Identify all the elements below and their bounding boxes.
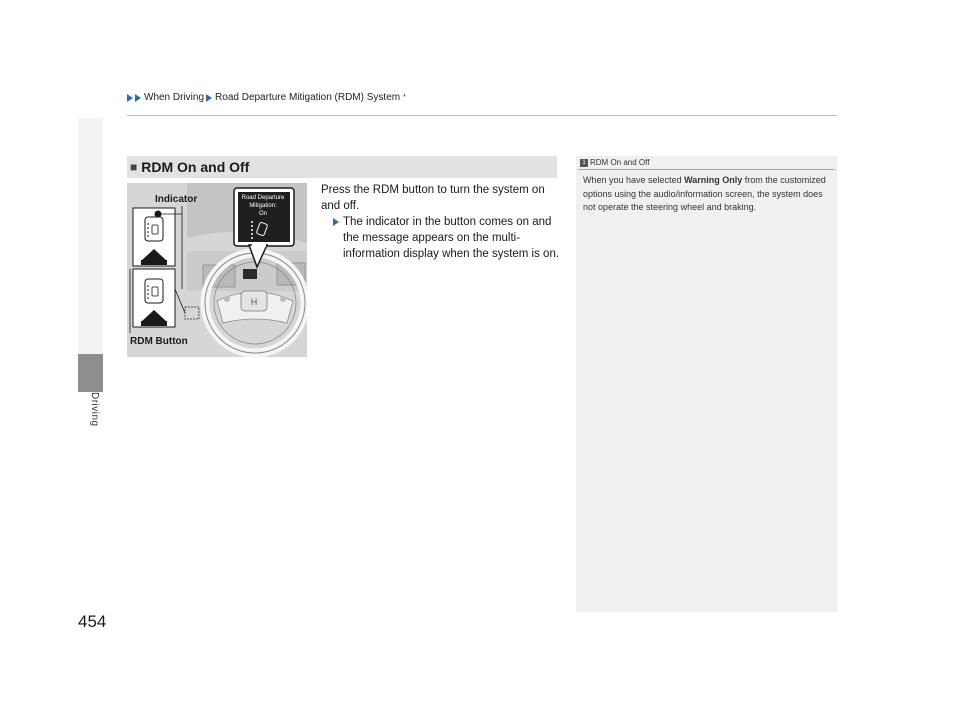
indicator-label: Indicator <box>155 194 198 205</box>
note-badge: 1 <box>580 159 588 167</box>
mid-display-message <box>237 194 289 218</box>
page-number: 454 <box>78 612 107 631</box>
mid-display-line3: On <box>258 211 267 217</box>
breadcrumb-arrow-icon <box>127 94 133 102</box>
header-rule <box>127 115 837 116</box>
side-strip <box>78 118 103 354</box>
breadcrumb-arrow-icon <box>135 94 141 102</box>
section-body <box>321 182 561 262</box>
body-intro: Press the RDM button to turn the system on and off. <box>321 184 545 212</box>
section-marker: ■ <box>130 160 138 174</box>
note-rule <box>578 169 835 170</box>
svg-text:H: H <box>250 297 258 307</box>
note-heading-text: RDM On and Off <box>590 158 650 167</box>
rdm-button-label: RDM Button <box>130 336 188 347</box>
chapter-label: Driving <box>89 392 100 427</box>
breadcrumb-level1[interactable]: When Driving <box>144 92 205 103</box>
mid-display-line1: Road Departure <box>241 195 285 201</box>
dashboard-illustration <box>127 183 307 357</box>
note-text-pre: When you have selected <box>583 175 685 185</box>
breadcrumb-level2[interactable]: Road Departure Mitigation (RDM) System <box>215 92 401 103</box>
section-heading-bar <box>127 156 557 178</box>
body-result: The indicator in the button comes on and the message appears on the multi-information display when the system is on. <box>343 216 560 260</box>
note-text-bold: Warning Only <box>684 175 743 185</box>
section-title: RDM On and Off <box>141 159 250 175</box>
side-note-heading <box>580 158 649 167</box>
result-arrow-icon <box>333 218 339 226</box>
side-note-text <box>583 174 828 215</box>
side-note-panel <box>576 156 837 612</box>
breadcrumb <box>127 92 406 103</box>
breadcrumb-arrow-icon <box>206 94 212 102</box>
body-result-item <box>333 214 561 262</box>
chapter-tab[interactable] <box>78 354 103 392</box>
mid-display-line2: Mitigation: <box>249 203 277 209</box>
note-text-post: from the customized options using the audio/information screen, the system does not operate the steering wheel and braking. <box>583 175 826 212</box>
breadcrumb-asterisk: * <box>403 94 406 101</box>
